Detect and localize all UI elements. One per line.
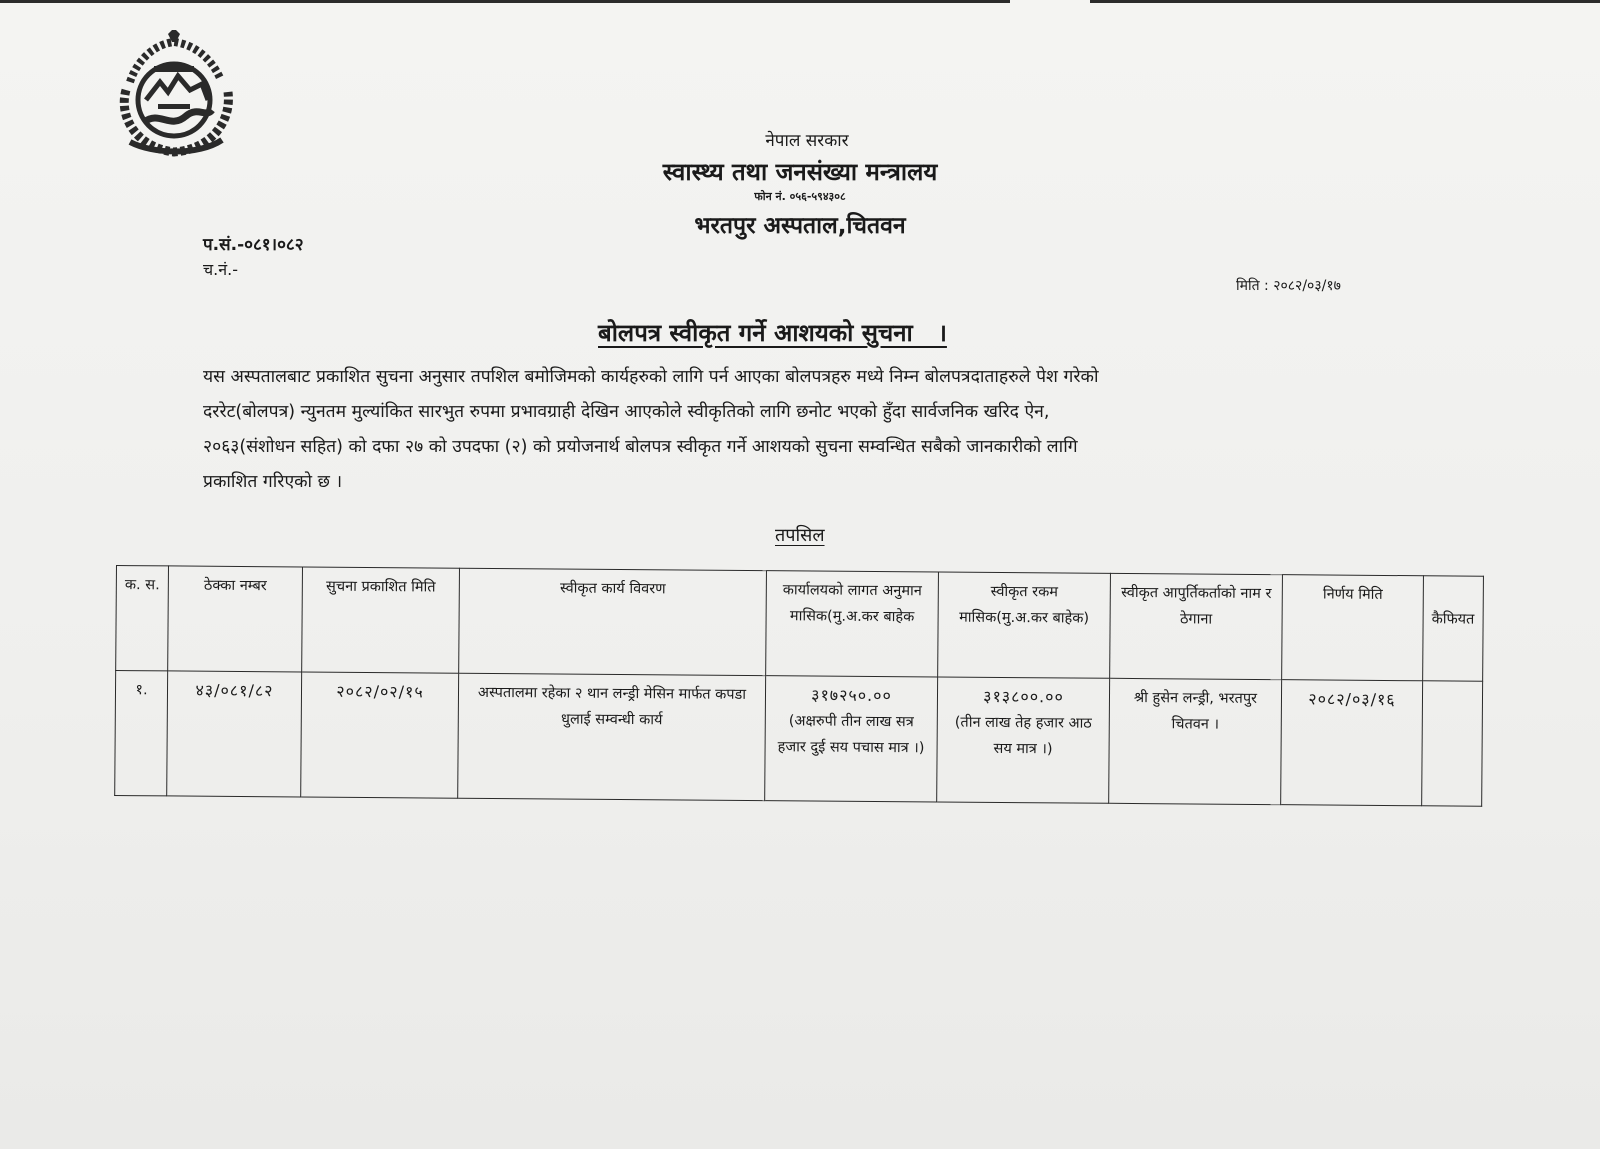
dispatch-number: च.नं.- [203, 260, 238, 279]
cell-remarks [1422, 681, 1483, 806]
col-decision-date: निर्णय मिति [1282, 575, 1424, 681]
cell-notice-date: २०८२/०२/१५ [301, 672, 459, 798]
cell-serial: १. [115, 671, 168, 796]
schedule-heading: तपसिल [775, 525, 825, 546]
table-row [115, 671, 1483, 807]
col-serial: क. स. [116, 566, 169, 671]
notice-subject: बोलपत्र स्वीकृत गर्ने आशयको सुचना । [598, 319, 947, 347]
col-cost-estimate: कार्यालयको लागत अनुमान मासिक(मु.अ.कर बाहेक [766, 571, 939, 677]
cell-contract-number: ४३/०८१/८२ [167, 671, 302, 797]
ministry-name: स्वास्थ्य तथा जनसंख्या मन्त्रालय [662, 158, 938, 186]
cell-work-description: अस्पतालमा रहेका २ थान लन्ड्री मेसिन मार्फत कपडा धुलाई सम्वन्धी कार्य [458, 673, 766, 800]
col-approved-amount: स्वीकृत रकम मासिक(मु.अ.कर बाहेक) [938, 572, 1111, 678]
letter-number: प.सं.-०८१।०८२ [203, 235, 304, 255]
notice-body-line: यस अस्पतालबाट प्रकाशित सुचना अनुसार तपशिल बमोजिमको कार्यहरुको लागि पर्न आएका बोलपत्रहरु मध्ये निम्न बोलपत्रदाताहरुले पेश गरेको [203, 367, 1099, 387]
notice-body-line: २०६३(संशोधन सहित) को दफा २७ को उपदफा (२) को प्रयोजनार्थ बोलपत्र स्वीकृत गर्ने आशयको सुचना सम्वन्धित सबैको जानकारीको लागि [203, 437, 1078, 457]
cell-supplier: श्री हुसेन लन्ड्री, भरतपुर चितवन । [1109, 678, 1282, 804]
page-top-edge-gap [1010, 0, 1090, 3]
cell-approved-amount [937, 677, 1110, 803]
estimate-in-words: (अक्षरुपी तीन लाख सत्र हजार दुई सय पचास मात्र ।) [777, 713, 925, 757]
letter-date: मिति : २०८२/०३/१७ [1236, 278, 1341, 294]
table-header-row [116, 566, 1484, 682]
col-supplier: स्वीकृत आपुर्तिकर्ताको नाम र ठेगाना [1110, 573, 1283, 679]
col-contract-number: ठेक्का नम्बर [168, 566, 303, 672]
award-table [114, 565, 1484, 807]
notice-body [203, 360, 1411, 500]
estimate-amount: ३१७२५०.०० [811, 685, 892, 706]
phone-number: फोन नं. ०५६-५९४३०८ [754, 190, 846, 203]
government-name: नेपाल सरकार [765, 131, 849, 151]
approved-amount: ३१३८००.०० [983, 686, 1064, 707]
approved-in-words: (तीन लाख तेह हजार आठ सय मात्र ।) [954, 714, 1092, 758]
col-remarks: कैफियत [1423, 576, 1484, 681]
cell-cost-estimate [765, 676, 938, 802]
notice-body-line: प्रकाशित गरिएको छ । [203, 472, 343, 492]
notice-body-line: दररेट(बोलपत्र) न्युनतम मुल्यांकित सारभुत रुपमा प्रभावग्राही देखिन आएकोले स्वीकृतिको लागि छनोट भएको हुँदा सार्वजनिक खरिद ऐन, [203, 402, 1050, 422]
cell-decision-date: २०८२/०३/१६ [1281, 680, 1423, 806]
col-work-description: स्वीकृत कार्य विवरण [459, 568, 767, 675]
page-top-edge [0, 0, 1600, 3]
office-name: भरतपुर अस्पताल,चितवन [694, 213, 906, 239]
col-notice-date: सुचना प्रकाशित मिति [302, 567, 460, 673]
